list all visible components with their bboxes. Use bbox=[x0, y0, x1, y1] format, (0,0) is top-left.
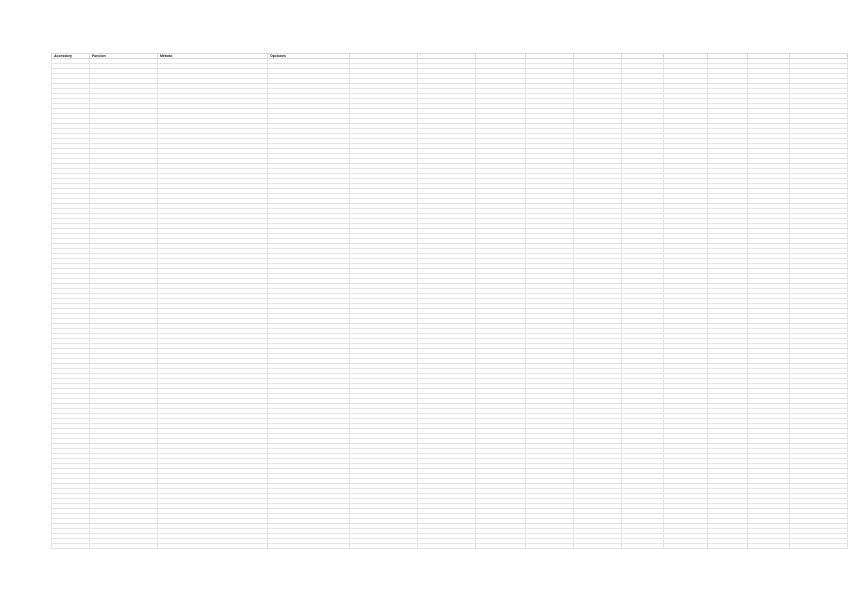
header-funcion: Función bbox=[90, 54, 158, 59]
table-cell[interactable] bbox=[790, 544, 848, 549]
table-row bbox=[52, 544, 848, 549]
header-metodo: Método bbox=[158, 54, 268, 59]
table-cell[interactable] bbox=[350, 544, 418, 549]
table-body bbox=[52, 59, 848, 549]
header-opciones: Opciones bbox=[268, 54, 350, 59]
table-cell[interactable] bbox=[52, 544, 90, 549]
table-cell[interactable] bbox=[708, 544, 748, 549]
table-cell[interactable] bbox=[268, 544, 350, 549]
table-cell[interactable] bbox=[476, 544, 526, 549]
table-cell[interactable] bbox=[664, 544, 708, 549]
table-cell[interactable] bbox=[748, 544, 790, 549]
table-cell[interactable] bbox=[158, 544, 268, 549]
table-cell[interactable] bbox=[526, 544, 574, 549]
spreadsheet-table bbox=[51, 53, 848, 549]
table-cell[interactable] bbox=[622, 544, 664, 549]
table-cell[interactable] bbox=[574, 544, 622, 549]
header-accesskey: Accesskey bbox=[52, 54, 90, 59]
table-cell[interactable] bbox=[90, 544, 158, 549]
table-cell[interactable] bbox=[418, 544, 476, 549]
